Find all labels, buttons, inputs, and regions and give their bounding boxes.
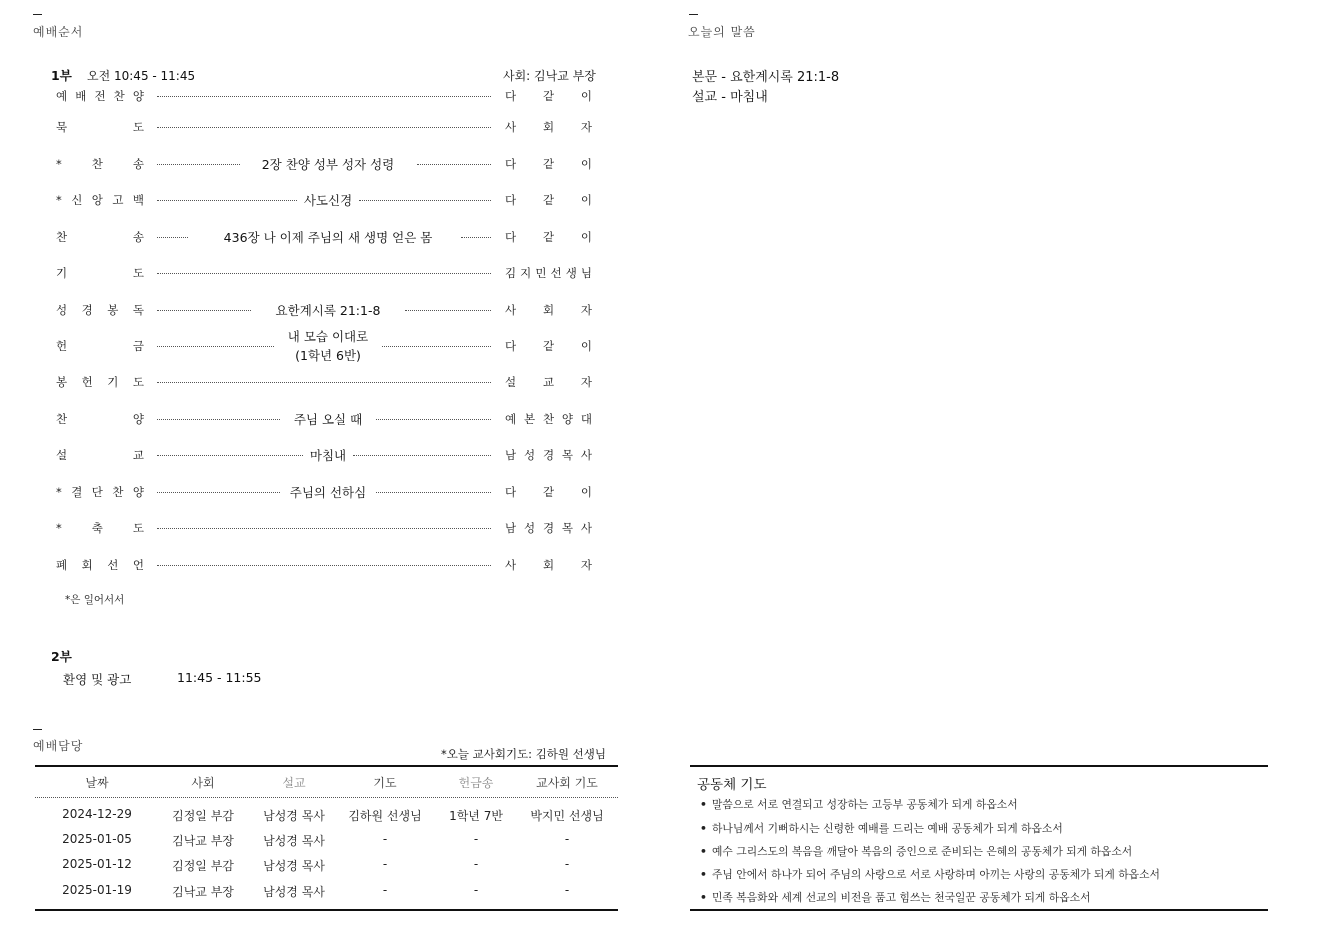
table-header-cell: 교사회 기도 [536,776,598,790]
order-item [0,369,1320,395]
order-item-name: 설 교 [56,448,144,462]
order-item-person: 다 같 이 [505,485,592,499]
order-item [0,297,1320,323]
scripture-text: 본문 - 요한계시록 21:1-8 [692,70,840,85]
table-cell: 1학년 7반 [449,809,503,823]
table-cell: - [564,832,570,846]
order-item-person: 사 회 자 [505,303,592,317]
section-marker [689,14,698,15]
order-item [0,442,1320,468]
table-cell: 김낙교 부장 [172,885,234,899]
dot-leader [376,419,491,420]
bullet-icon: • [700,868,707,881]
dot-leader [157,346,274,347]
word-section-title: 오늘의 말씀 [688,25,756,39]
section-marker [33,729,42,730]
order-item-name: 묵 도 [56,120,144,134]
order-item-content: 436장 나 이제 주님의 새 생명 얻은 몸 [223,229,433,245]
order-item-person: 다 같 이 [505,157,592,171]
bullet-icon: • [700,798,707,811]
table-cell: 2025-01-05 [62,832,132,846]
prayer-item [700,797,1018,812]
prayer-item-text: 주님 안에서 하나가 되어 주님의 사랑으로 서로 사랑하며 아끼는 사랑의 공동체가 되게 하옵소서 [712,868,1160,881]
order-item [0,114,1320,140]
part2-label: 2부 [51,649,72,664]
order-item-content: 주님 오실 때 [293,411,363,427]
section-marker [33,14,42,15]
order-item-name: 성 경 봉 독 [56,303,144,317]
table-cell: 2024-12-29 [62,807,132,821]
table-cell: 김하원 선생님 [348,809,422,823]
dot-leader [157,273,491,274]
table-cell: - [473,832,479,846]
bullet-icon: • [700,891,707,904]
order-item [0,260,1320,286]
order-item [0,552,1320,578]
table-bottom-rule [35,909,618,911]
dot-leader [157,419,280,420]
table-header-cell: 헌금송 [458,776,494,790]
order-item-content: 2장 찬양 성부 성자 성령 [261,156,395,172]
table-cell: - [382,857,388,871]
dot-leader [157,528,491,529]
dot-leader [157,382,491,383]
order-item-name: 헌 금 [56,339,144,353]
dot-leader [157,96,491,97]
dot-leader [405,310,491,311]
order-item [0,479,1320,505]
table-cell: 김낙교 부장 [172,834,234,848]
table-cell: 김정일 부감 [172,809,234,823]
part1-time: 오전 10:45 - 11:45 [87,69,196,83]
dot-leader [157,492,280,493]
table-header-divider [35,797,618,798]
prayer-item-text: 말씀으로 서로 연결되고 성장하는 고등부 공동체가 되게 하옵소서 [712,798,1018,811]
order-item-person: 사 회 자 [505,120,592,134]
dot-leader [157,200,297,201]
table-cell: 남성경 목사 [263,834,325,848]
standing-note: *은 일어서서 [65,594,125,606]
table-cell: 김정일 부감 [172,859,234,873]
duty-section-title: 예배담당 [33,739,84,753]
prayer-item [700,821,1063,836]
prayer-item-text: 하나님께서 기뻐하시는 신령한 예배를 드리는 예배 공동체가 되게 하옵소서 [712,822,1063,835]
order-item-content: 요한계시록 21:1-8 [275,302,381,318]
table-header-cell: 기도 [373,776,397,790]
order-item [0,329,1320,363]
order-item-name: 찬 양 [56,412,144,426]
order-item-content: 내 모습 이대로 (1학년 6반) [287,329,369,363]
community-prayer-title: 공동체 기도 [697,777,767,793]
dot-leader [461,237,491,238]
dot-leader [157,164,240,165]
table-cell: 남성경 목사 [263,885,325,899]
order-item-name: 예 배 전 찬 양 [56,89,144,103]
dot-leader [359,200,491,201]
table-top-rule [35,765,618,767]
table-header-cell: 사회 [191,776,215,790]
table-header-cell: 설교 [282,776,306,790]
prayer-item [700,844,1132,859]
order-item-person: 다 같 이 [505,339,592,353]
order-item-person: 남 성 경 목 사 [505,521,592,535]
part2-time: 11:45 - 11:55 [177,670,262,685]
bullet-icon: • [700,822,707,835]
bullet-icon: • [700,845,707,858]
part1-label: 1부 [51,68,72,83]
order-item-content: 마침내 [309,447,347,463]
table-cell: - [382,883,388,897]
dot-leader [382,346,491,347]
order-item-person: 설 교 자 [505,375,592,389]
order-item-name: 기 도 [56,266,144,280]
order-item-content: 주님의 선하심 [289,484,367,500]
dot-leader [376,492,491,493]
dot-leader [157,127,491,128]
order-item-person: 김 지 민 선 생 님 [505,266,592,280]
order-item-person: 다 같 이 [505,89,592,103]
table-cell: - [382,832,388,846]
table-cell: 2025-01-12 [62,857,132,871]
order-item-name: * 결 단 찬 양 [56,485,144,499]
order-item [0,187,1320,213]
dot-leader [157,310,251,311]
table-cell: - [473,883,479,897]
dot-leader [353,455,491,456]
prayer-item [700,890,1091,905]
dot-leader [417,164,492,165]
order-item [0,151,1320,177]
table-header-cell: 날짜 [85,776,109,790]
order-item-person: 남 성 경 목 사 [505,448,592,462]
order-item [0,515,1320,541]
order-item-person: 다 같 이 [505,193,592,207]
prayer-item-text: 민족 복음화와 세계 선교의 비전을 품고 힘쓰는 천국일꾼 공동체가 되게 하옵소서 [712,891,1091,904]
order-item-person: 사 회 자 [505,558,592,572]
prayer-item-text: 예수 그리스도의 복음을 깨달아 복음의 증인으로 준비되는 은혜의 공동체가 되게 하옵소서 [712,845,1133,858]
order-item-name: 폐 회 선 언 [56,558,144,572]
table-cell: 2025-01-19 [62,883,132,897]
part2-item: 환영 및 광고 [63,672,132,687]
service-host: 사회: 김낙교 부장 [503,69,596,83]
order-item-name: 봉 헌 기 도 [56,375,144,389]
table-cell: - [564,883,570,897]
order-section-title: 예배순서 [33,25,84,39]
table-cell: 남성경 목사 [263,809,325,823]
sermon-title: 설교 - 마침내 [692,90,768,105]
table-cell: 남성경 목사 [263,859,325,873]
prayer-bottom-rule [690,909,1268,911]
order-item-name: 찬 송 [56,230,144,244]
prayer-top-rule [690,765,1268,767]
order-item-name: * 신 앙 고 백 [56,193,144,207]
table-cell: - [473,857,479,871]
table-cell: - [564,857,570,871]
table-cell: 박지민 선생님 [530,809,604,823]
order-item-person: 다 같 이 [505,230,592,244]
order-item-name: * 축 도 [56,521,144,535]
dot-leader [157,565,491,566]
order-item-person: 예 본 찬 양 대 [505,412,592,426]
teacher-prayer-note: *오늘 교사회기도: 김하원 선생님 [441,747,607,761]
order-item-name: * 찬 송 [56,157,144,171]
dot-leader [157,455,303,456]
order-item-content: 사도신경 [303,192,353,208]
dot-leader [157,237,188,238]
order-item [0,83,1320,109]
order-item [0,224,1320,250]
order-item [0,406,1320,432]
prayer-item [700,867,1160,882]
